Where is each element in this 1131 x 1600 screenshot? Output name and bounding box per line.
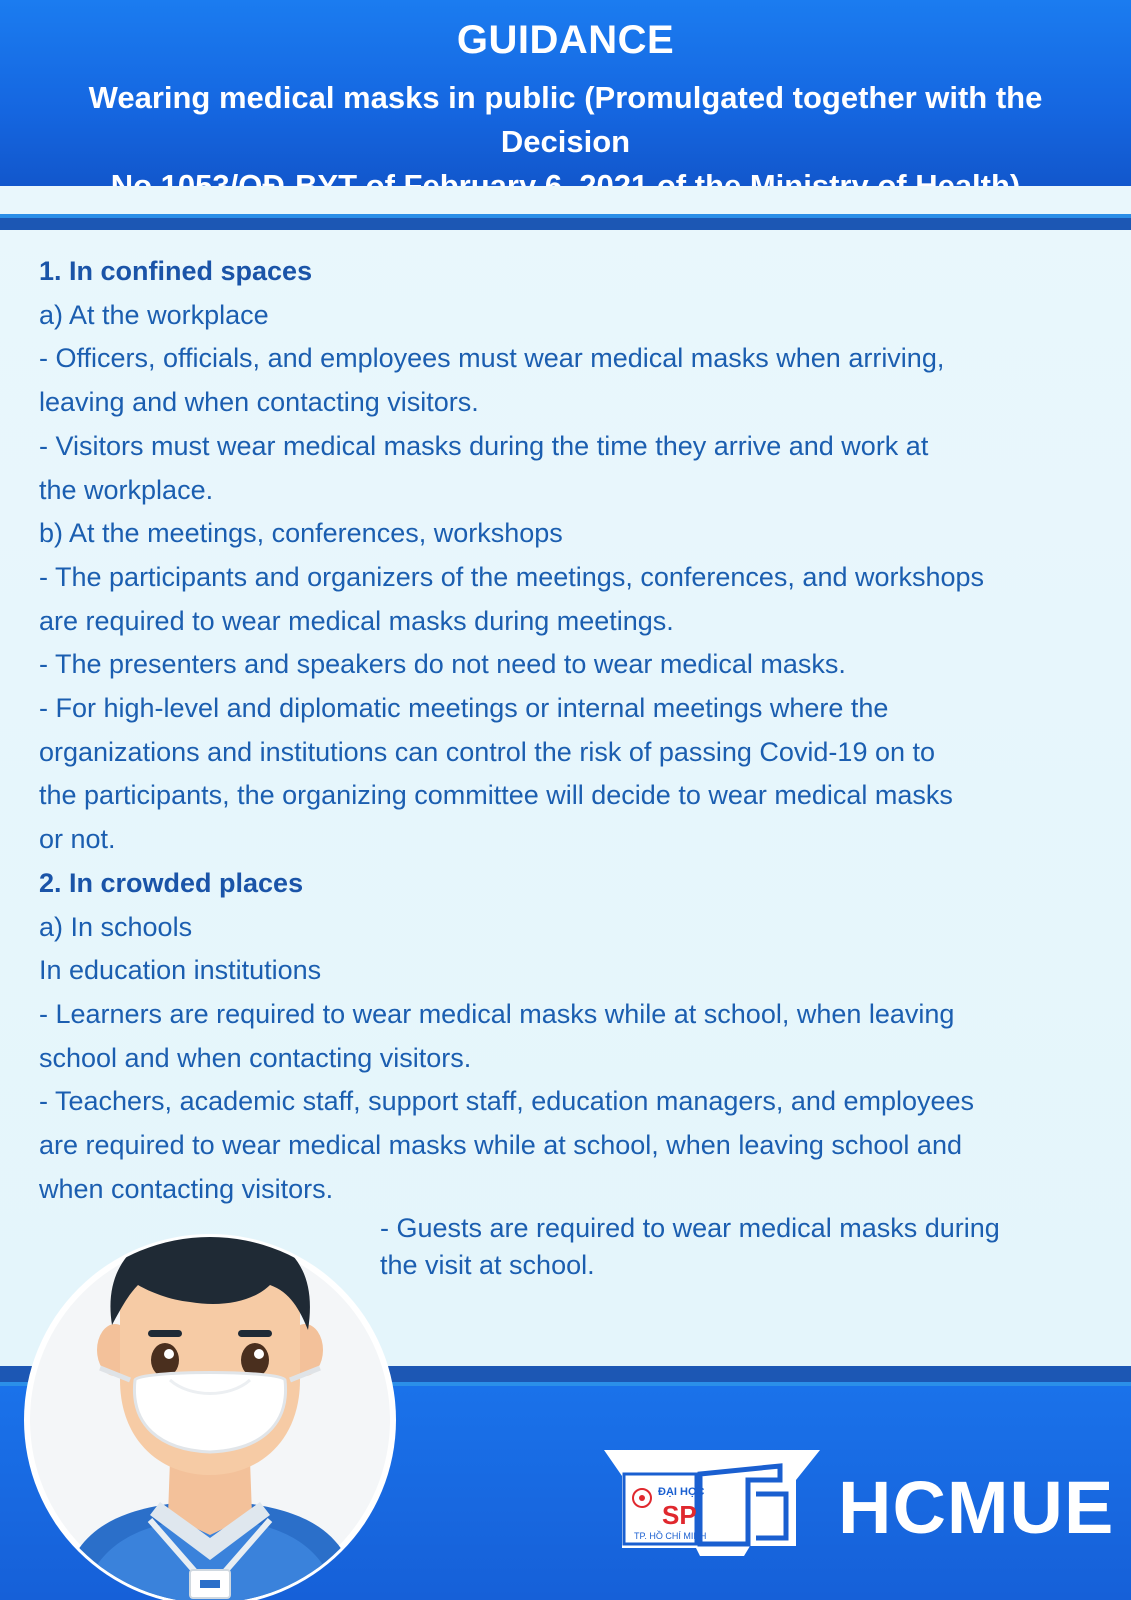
brand-name: HCMUE	[838, 1466, 1115, 1549]
header-banner	[0, 0, 1131, 186]
paragraph-line: organizations and institutions can control the risk of passing Covid-19 on to	[39, 736, 936, 767]
university-logo-icon	[600, 1446, 830, 1564]
paragraph-line: - Officers, officials, and employees must wear medical masks when arriving,	[39, 343, 945, 374]
paragraph-line: the participants, the organizing committee will decide to wear medical masks	[39, 780, 953, 811]
divider-top	[0, 218, 1131, 230]
paragraph-line: - The participants and organizers of the meetings, conferences, and workshops	[39, 561, 985, 592]
section-2a-subheading: In education institutions	[39, 955, 322, 986]
paragraph-line: are required to wear medical masks while at school, when leaving school and	[39, 1130, 962, 1161]
section-1b-heading: b) At the meetings, conferences, workshops	[39, 518, 563, 549]
logo-sp-text: SP	[662, 1500, 697, 1530]
paragraph-line: or not.	[39, 824, 116, 855]
paragraph-line: the visit at school.	[380, 1250, 595, 1280]
paragraph-line: - Guests are required to wear medical masks during	[380, 1213, 1000, 1243]
section-2a-heading: a) In schools	[39, 911, 193, 942]
section-1-heading: 1. In confined spaces	[39, 256, 313, 286]
paragraph-line: when contacting visitors.	[39, 1173, 334, 1204]
subtitle-line-1: Wearing medical masks in public (Promulgated together with the Decision	[88, 80, 1043, 159]
masked-person-illustration	[20, 1230, 400, 1600]
section-1a-heading: a) At the workplace	[39, 299, 269, 330]
paragraph-line: - Teachers, academic staff, support staff, education managers, and employees	[39, 1086, 975, 1117]
page-title: GUIDANCE	[456, 18, 675, 62]
logo-top-text: ĐẠI HỌC	[658, 1486, 705, 1498]
paragraph-line: leaving and when contacting visitors.	[39, 387, 479, 418]
logo-city-text: TP. HỒ CHÍ MINH	[634, 1531, 707, 1541]
guidance-text	[39, 250, 1091, 1211]
paragraph-line: school and when contacting visitors.	[39, 1042, 472, 1073]
hcmue-logo	[600, 1446, 830, 1564]
masked-person-icon	[20, 1230, 400, 1600]
paragraph-line: - The presenters and speakers do not need to wear medical masks.	[39, 649, 846, 680]
paragraph-line: the workplace.	[39, 474, 214, 505]
paragraph-line: - Learners are required to wear medical masks while at school, when leaving	[39, 998, 955, 1029]
section-2-heading: 2. In crowded places	[39, 867, 304, 898]
paragraph-line: are required to wear medical masks during meetings.	[39, 605, 674, 636]
guests-paragraph	[380, 1210, 1080, 1284]
paragraph-line: - For high-level and diplomatic meetings or internal meetings where the	[39, 693, 889, 724]
paragraph-line: - Visitors must wear medical masks during the time they arrive and work at	[39, 430, 929, 461]
